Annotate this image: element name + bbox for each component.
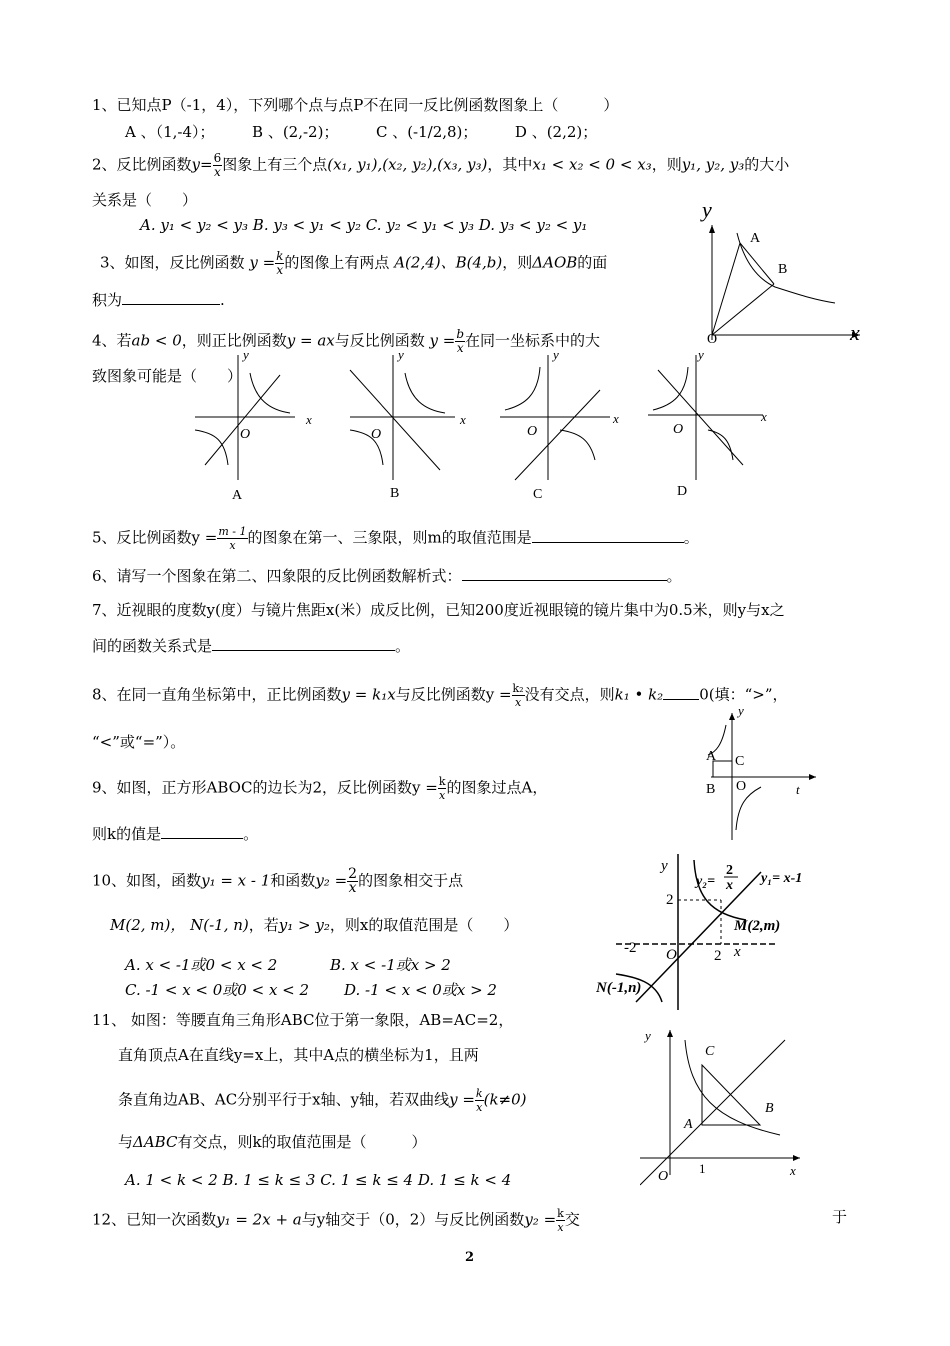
q3-x-label: x: [850, 320, 860, 345]
svg-text:O: O: [666, 947, 677, 963]
q5-stem: 5、反比例函数y = $\frac{m - 1}{x}$ 的图象在第一、三象限，则m的取值范围是 。: [92, 525, 699, 552]
svg-text:A: A: [706, 749, 717, 764]
q11-line2: 直角顶点A在直线y=x上，其中A点的横坐标为1，且两: [118, 1046, 479, 1064]
q11-figure: [640, 1025, 815, 1190]
q10-line2: M(2, m)， N(-1, n)，若y₁ > y₂，则x的取值范围是（ ）: [110, 916, 519, 934]
svg-text:2: 2: [714, 948, 722, 964]
q9-figure: [706, 705, 826, 845]
q2-options: A. y₁ < y₂ < y₃ B. y₃ < y₁ < y₂ C. y₂ < y₁ < y₃ D. y₃ < y₂ < y₁: [140, 216, 588, 234]
svg-text:y: y: [243, 347, 249, 362]
q11-line4: 与ΔABC有交点，则k的取值范围是（ ）: [118, 1133, 427, 1151]
svg-text:y: y: [738, 705, 744, 718]
q3-point-B-label: B: [778, 262, 788, 277]
svg-text:C: C: [533, 487, 543, 502]
svg-text:A: A: [232, 488, 243, 503]
q9-stem: 9、如图，正方形ABOC的边长为2，反比例函数y = $\frac{k}{x}$ 的图象过点A，: [92, 775, 548, 802]
svg-text:O: O: [371, 427, 382, 442]
q4-graph-B: [350, 347, 466, 501]
q6-stem: 6、请写一个图象在第二、四象限的反比例函数解析式： 。: [92, 567, 682, 585]
svg-text:x: x: [726, 878, 733, 893]
svg-text:2: 2: [666, 892, 674, 908]
svg-text:O: O: [658, 1169, 669, 1184]
q4-graph-D: [648, 347, 767, 499]
q3-figure: [690, 195, 870, 355]
q3-segment-OB: [712, 284, 774, 335]
q4-graphs: [190, 345, 790, 505]
svg-text:y₂=: y₂=: [696, 874, 716, 889]
q6-answer-blank[interactable]: [462, 566, 667, 581]
q3-line2: 积为 .: [92, 291, 225, 309]
svg-text:y: y: [661, 858, 668, 874]
svg-text:y: y: [645, 1028, 651, 1043]
q12-tail: 于: [832, 1208, 848, 1226]
svg-text:N(-1,n): N(-1,n): [596, 980, 642, 996]
svg-text:1: 1: [699, 1161, 706, 1176]
q4-stem: 4、若ab < 0，则正比例函数y = ax与反比例函数 y = $\frac{b}{x}$ 在同一坐标系中的大: [92, 327, 601, 355]
q3-stem: 3、如图，反比例函数 y = $\frac{k}{x}$ 的图像上有两点 A(2,4)、B(4,b)，则ΔAOB的面: [100, 249, 608, 277]
svg-text:-2: -2: [624, 940, 637, 956]
svg-text:x: x: [790, 1163, 796, 1178]
q1-options: A 、（1,-4）； B 、(2,-2)； C 、(-1/2,8)； D 、(2,2)；: [125, 123, 598, 141]
svg-text:O: O: [673, 422, 684, 437]
svg-text:O: O: [527, 424, 538, 439]
q10-option-B: B. x < -1或x > 2: [330, 956, 451, 974]
svg-text:C: C: [735, 754, 745, 769]
svg-text:C: C: [705, 1044, 715, 1059]
q5-answer-blank[interactable]: [532, 528, 684, 543]
q7-line2: 间的函数关系式是 。: [92, 637, 411, 655]
svg-text:y: y: [553, 347, 559, 362]
q3-segment-AB: [740, 243, 774, 284]
q11-line1: 11、 如图：等腰直角三角形ABC位于第一象限，AB=AC=2，: [92, 1011, 514, 1029]
svg-text:B: B: [765, 1101, 774, 1116]
svg-text:A: A: [684, 1117, 693, 1132]
q3-y-label: y: [702, 197, 712, 222]
svg-text:O: O: [736, 779, 747, 794]
q1-stem: 1、已知点P（-1，4），下列哪个点与点P不在同一反比例函数图象上（ ）: [92, 96, 619, 114]
q2-stem: 2、反比例函数y= $\frac{6}{x}$ 图象上有三个点(x₁, y₁),(x₂, y₂),(x₃, y₃)，其中x₁ < x₂ < 0 < x₃，则y₁, y₂, y₃的大小: [92, 151, 790, 179]
q12-stem: 12、已知一次函数y₁ = 2x + a与y轴交于（0，2）与反比例函数y₂ = $\frac{k}{x}$ 交: [92, 1207, 580, 1234]
q10-figure: [596, 852, 841, 1012]
svg-text:x: x: [460, 412, 466, 427]
svg-text:D: D: [677, 484, 688, 499]
q3-answer-blank[interactable]: [122, 290, 220, 305]
q4-line2: 致图象可能是（ ）: [92, 367, 243, 385]
page-number: 2: [465, 1250, 475, 1265]
q8-answer-blank[interactable]: [663, 685, 699, 700]
q3-origin-label: O: [707, 332, 718, 347]
q9-line2: 则k的值是 。: [92, 825, 259, 843]
q3-y-arrow: [709, 225, 715, 233]
q3-segment-OA: [712, 243, 740, 335]
svg-text:x: x: [306, 412, 312, 427]
svg-text:x: x: [613, 411, 619, 426]
q4-graph-A: [195, 347, 312, 503]
svg-text:y: y: [398, 347, 404, 362]
svg-text:2: 2: [726, 863, 733, 878]
svg-text:y₁= x-1: y₁= x-1: [761, 871, 803, 886]
q2-line2: 关系是（ ）: [92, 191, 198, 209]
svg-text:B: B: [706, 782, 716, 797]
svg-text:x: x: [761, 409, 767, 424]
q11-line3: 条直角边AB、AC分别平行于x轴、y轴，若双曲线y = $\frac{k}{x}$ (k≠0): [118, 1087, 527, 1114]
q10-option-C: C. -1 < x < 0或0 < x < 2: [125, 981, 310, 999]
q8-stem: 8、在同一直角坐标第中，正比例函数y = k₁x与反比例函数y = $\frac{\text{k₂}}{x}$ 没有交点，则k₁ • k₂ 0(填：“>”，: [92, 682, 788, 709]
q10-stem: 10、如图，函数y₁ = x - 1和函数y₂ = $\frac{2}{x}$ 的图象相交于点: [92, 866, 464, 896]
q7-answer-blank[interactable]: [212, 636, 395, 651]
q10-option-D: D. -1 < x < 0或x > 2: [344, 981, 497, 999]
q10-option-A: A. x < -1或0 < x < 2: [125, 956, 278, 974]
svg-text:O: O: [240, 427, 251, 442]
svg-text:x: x: [734, 944, 741, 960]
svg-text:M(2,m): M(2,m): [734, 918, 781, 934]
q4-graph-C: [500, 347, 619, 502]
svg-text:y: y: [698, 347, 704, 362]
q3-point-A-label: A: [750, 231, 761, 246]
q11-options: A. 1 < k < 2 B. 1 ≤ k ≤ 3 C. 1 ≤ k ≤ 4 D. 1 ≤ k < 4: [125, 1171, 512, 1189]
q7-line1: 7、近视眼的度数y(度）与镜片焦距x(米）成反比例，已知200度近视眼镜的镜片集中为0.5米，则y与x之: [92, 601, 785, 619]
svg-text:t: t: [796, 782, 800, 797]
q8-line2: “<”或“=”）。: [92, 733, 186, 751]
q9-answer-blank[interactable]: [161, 824, 243, 839]
svg-text:B: B: [390, 486, 400, 501]
